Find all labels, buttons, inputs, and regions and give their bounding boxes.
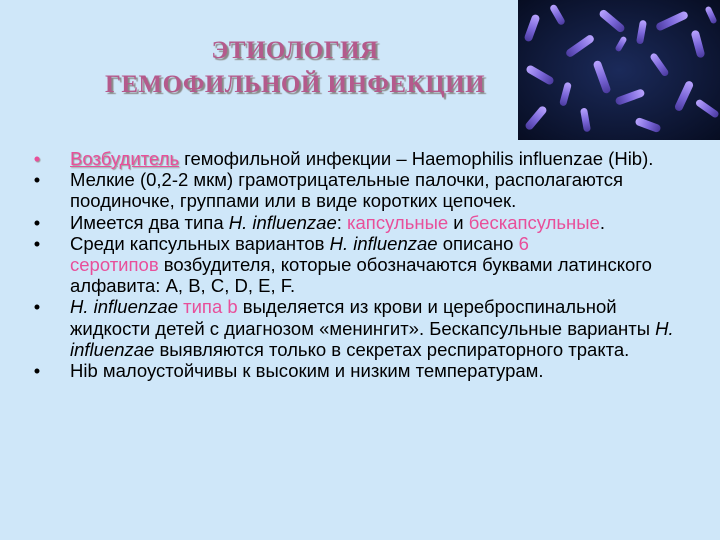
species-name: H. influenzae xyxy=(70,317,674,360)
bullet-text: Hib малоустойчивы к высоким и низким температурам. xyxy=(70,360,544,382)
species-name: H. influenzae xyxy=(228,211,337,233)
bullet-text: : xyxy=(336,211,348,233)
bacteria-micrograph-image xyxy=(518,0,720,140)
bullet-text: Имеется два типа xyxy=(70,211,229,233)
serotype-count: 6 xyxy=(518,232,529,254)
term-pathogen: Возбудитель xyxy=(70,148,180,169)
bullet-marker: • xyxy=(33,360,41,382)
bullet-types xyxy=(28,212,700,233)
bacteria-micrograph-svg xyxy=(518,0,720,140)
bullet-marker: • xyxy=(33,148,41,169)
term-capsular: капсульные xyxy=(347,211,449,233)
bullet-pathogen xyxy=(28,148,700,169)
title-line-1: ЭТИОЛОГИЯ xyxy=(211,37,379,64)
term-type-b: типа b xyxy=(183,296,238,318)
bullet-text: описано xyxy=(437,232,519,254)
bullet-type-b xyxy=(28,296,700,360)
bullet-serotypes xyxy=(28,233,700,297)
bullet-text: выявляются только в секретах респираторного тракта. xyxy=(154,338,630,360)
bullet-marker: • xyxy=(33,169,41,191)
bullet-morphology xyxy=(28,169,700,211)
bullet-text: выделяется из крови и цереброспинальной жидкости детей с диагнозом «менингит». Бескапсульные варианты xyxy=(70,296,656,339)
bullet-marker: • xyxy=(33,296,41,318)
term-serotypes: серотипов xyxy=(70,254,159,276)
bullet-text: Мелкие (0,2-2 мкм) грамотрицательные палочки, располагаются поодиночке, группами или в виде коротких цепочек. xyxy=(70,169,624,212)
slide-title xyxy=(60,34,530,102)
bullet-list xyxy=(28,148,700,381)
bullet-text: . xyxy=(599,211,605,233)
bullet-marker: • xyxy=(33,211,41,233)
bullet-text: возбудителя, которые обозначаются буквами латинского алфавита: А, В, С, D, E, F. xyxy=(70,254,652,297)
bullet-marker: • xyxy=(33,232,41,254)
bullet-text: Среди капсульных вариантов xyxy=(70,232,330,254)
bullet-text: и xyxy=(448,211,469,233)
bullet-text: гемофильной инфекции – Haemophilis influenzae (Hib). xyxy=(179,148,654,169)
term-noncapsular: бескапсульные xyxy=(468,211,600,233)
title-line-2: ГЕМОФИЛЬНОЙ ИНФЕКЦИИ xyxy=(104,71,486,98)
species-name: H. influenzae xyxy=(70,296,178,318)
species-name: H. influenzae xyxy=(329,232,438,254)
bullet-stability xyxy=(28,360,700,381)
